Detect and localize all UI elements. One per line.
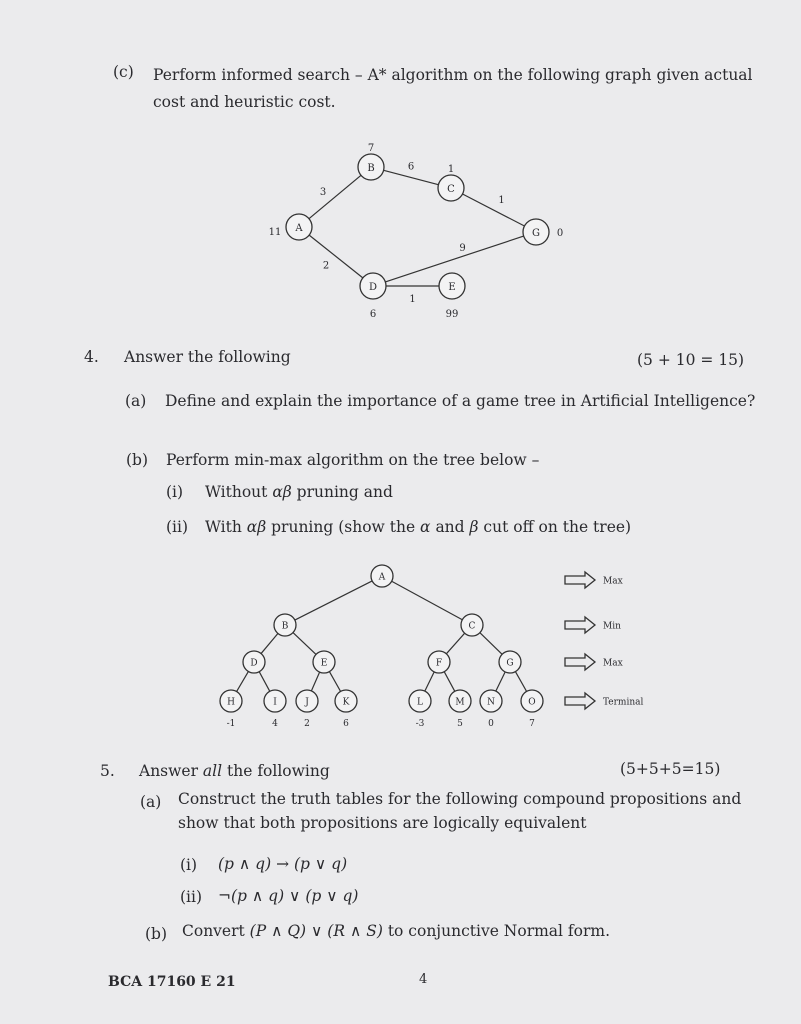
- q5a-i-label: (i): [180, 856, 198, 874]
- tree-node-N: [480, 690, 502, 712]
- tree-node-O: [521, 690, 543, 712]
- game-tree: [0, 555, 801, 755]
- tree-node-I: [264, 690, 286, 712]
- q4-marks: (5 + 10 = 15): [637, 351, 745, 369]
- q5-number: 5.: [100, 762, 115, 780]
- q5-title: Answer all the following: [139, 762, 330, 780]
- tree-edge-C-F: [446, 633, 464, 654]
- edge-cost-A-D: 2: [322, 260, 330, 272]
- tree-node-label-N: N: [487, 697, 495, 708]
- level-label-terminal: Terminal: [603, 697, 644, 708]
- graph-heuristic-B: 7: [367, 143, 375, 154]
- q4b-i-text: Without αβ pruning and: [205, 483, 393, 501]
- graph-node-label-B: B: [367, 163, 375, 174]
- leaf-value-I: 4: [272, 719, 278, 729]
- graph-node-B: [358, 143, 384, 180]
- tree-edge-G-N: [496, 672, 505, 691]
- tree-node-C: [461, 614, 483, 636]
- graph-node-G: [523, 219, 563, 245]
- tree-node-E: [313, 651, 335, 673]
- q3c-text-line2: cost and heuristic cost.: [153, 93, 336, 111]
- leaf-value-J: 2: [304, 719, 310, 729]
- q5a-i-expr: (p ∧ q) → (p ∨ q): [218, 855, 348, 873]
- leaf-value-O: 7: [529, 719, 535, 729]
- tree-edge-A-B: [295, 581, 372, 620]
- level-arrow-icon: [565, 693, 595, 709]
- q5a-ii-label: (ii): [180, 888, 203, 906]
- tree-node-M: [449, 690, 471, 712]
- leaf-value-K: 6: [343, 719, 349, 729]
- tree-node-label-F: F: [435, 658, 443, 669]
- q4a-text: Define and explain the importance of a game tree in Artificial Intelligence?: [165, 392, 756, 410]
- astar-graph: [0, 0, 801, 340]
- footer-course-code: BCA 17160 E 21: [108, 974, 236, 990]
- leaf-value-M: 5: [457, 719, 463, 729]
- tree-node-J: [296, 690, 318, 712]
- graph-heuristic-A: 11: [268, 227, 282, 238]
- graph-node-label-A: A: [295, 223, 303, 234]
- level-arrow-icon: [565, 572, 595, 588]
- tree-edge-D-H: [237, 671, 249, 691]
- level-label-max: Max: [603, 576, 623, 587]
- leaf-value-L: -3: [415, 719, 425, 729]
- tree-node-label-O: O: [528, 697, 536, 708]
- tree-node-label-C: C: [468, 621, 476, 632]
- leaf-value-H: -1: [226, 719, 236, 729]
- tree-node-F: [428, 651, 450, 673]
- q5a-label: (a): [140, 793, 162, 811]
- graph-heuristic-E: 99: [445, 309, 459, 320]
- graph-edge-C-G: [463, 194, 525, 226]
- graph-edge-A-D: [309, 235, 363, 278]
- graph-node-D: [360, 273, 386, 320]
- graph-node-label-C: C: [447, 184, 455, 195]
- graph-heuristic-D: 6: [369, 309, 377, 320]
- q4-number: 4.: [84, 348, 99, 366]
- tree-node-label-L: L: [417, 697, 423, 708]
- tree-node-label-J: J: [305, 697, 309, 708]
- tree-node-H: [220, 690, 242, 712]
- q5-marks: (5+5+5=15): [620, 760, 721, 778]
- tree-node-label-B: B: [281, 621, 289, 632]
- graph-node-label-E: E: [448, 282, 456, 293]
- tree-node-label-G: G: [506, 658, 514, 669]
- edge-cost-C-G: 1: [498, 195, 505, 206]
- q3c-text-line1: Perform informed search – A* algorithm on the following graph given actual: [153, 66, 753, 84]
- q4a-label: (a): [125, 392, 147, 410]
- edge-cost-D-G: 9: [459, 243, 466, 254]
- tree-node-B: [274, 614, 296, 636]
- tree-node-label-E: E: [320, 658, 328, 669]
- q4b-ii-text: With αβ pruning (show the α and β cut off on the tree): [205, 518, 632, 536]
- tree-edge-E-J: [311, 672, 319, 691]
- tree-edge-E-K: [329, 672, 340, 692]
- tree-edge-B-E: [293, 633, 316, 655]
- level-label-max: Max: [603, 658, 623, 669]
- q5b-text: Convert (P ∧ Q) ∨ (R ∧ S) to conjunctive Normal form.: [182, 922, 611, 940]
- graph-node-C: [438, 164, 464, 201]
- q5b-label: (b): [145, 925, 168, 943]
- graph-heuristic-C: 1: [447, 164, 455, 175]
- tree-node-label-D: D: [250, 658, 258, 669]
- tree-node-label-K: K: [342, 697, 350, 708]
- q4b-i-label: (i): [166, 483, 184, 501]
- q3c-label: (c): [113, 63, 134, 81]
- tree-edge-F-L: [425, 672, 434, 691]
- tree-edge-A-C: [392, 581, 463, 619]
- tree-node-L: [409, 690, 431, 712]
- footer-page-number: 4: [419, 972, 428, 987]
- graph-node-label-G: G: [532, 228, 540, 239]
- graph-heuristic-G: 0: [556, 228, 564, 239]
- level-arrow-icon: [565, 654, 595, 670]
- q4b-ii-label: (ii): [166, 518, 189, 536]
- q4b-label: (b): [126, 451, 149, 469]
- tree-edge-C-G: [480, 633, 502, 655]
- graph-node-A: [269, 214, 312, 240]
- graph-node-E: [439, 273, 465, 320]
- level-label-min: Min: [603, 621, 621, 632]
- tree-node-G: [499, 651, 521, 673]
- q4b-text: Perform min-max algorithm on the tree below –: [166, 451, 540, 469]
- q5a-ii-expr: ¬(p ∧ q) ∨ (p ∨ q): [218, 887, 359, 905]
- tree-edge-D-I: [259, 672, 270, 692]
- tree-node-K: [335, 690, 357, 712]
- graph-node-label-D: D: [368, 282, 378, 293]
- tree-node-A: [371, 565, 393, 587]
- level-arrow-icon: [565, 617, 595, 633]
- q5a-line2: show that both propositions are logically equivalent: [178, 814, 587, 832]
- q5a-line1: Construct the truth tables for the following compound propositions and: [178, 790, 742, 808]
- tree-node-label-M: M: [455, 697, 465, 708]
- tree-edge-F-M: [444, 672, 455, 692]
- tree-node-label-I: I: [273, 697, 277, 708]
- tree-node-D: [243, 651, 265, 673]
- edge-cost-B-C: 6: [407, 161, 415, 173]
- tree-node-label-A: A: [378, 572, 386, 583]
- edge-cost-D-E: 1: [409, 294, 416, 305]
- tree-edge-G-O: [515, 672, 526, 692]
- tree-edge-B-D: [261, 633, 278, 653]
- tree-node-label-H: H: [227, 697, 235, 708]
- q4-title: Answer the following: [124, 348, 291, 366]
- edge-cost-A-B: 3: [319, 187, 327, 198]
- graph-edge-A-B: [309, 175, 361, 218]
- leaf-value-N: 0: [488, 719, 494, 729]
